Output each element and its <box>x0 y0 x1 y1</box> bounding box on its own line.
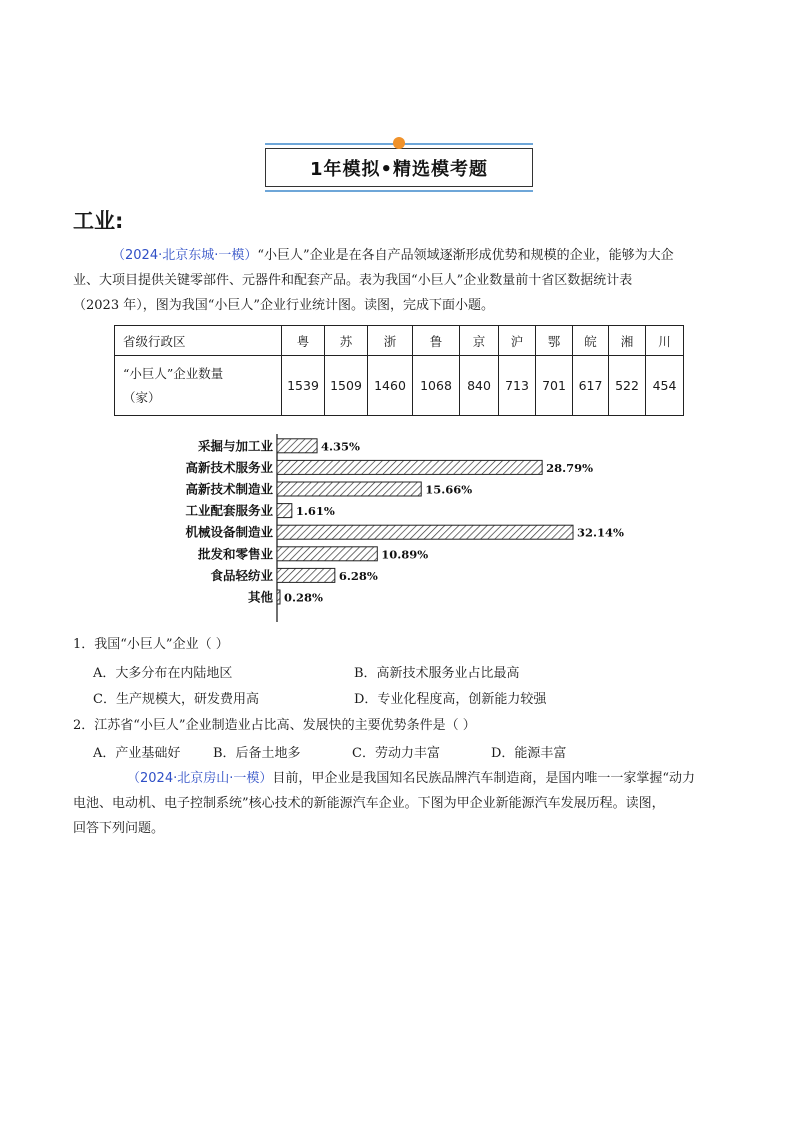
section-title: 工业: <box>73 209 124 233</box>
table-row-label-1: “小巨人”企业数量 <box>123 365 224 381</box>
table-province: 鄂 <box>536 326 573 356</box>
chart-value-label: 6.28% <box>338 568 378 583</box>
chart-value-label: 4.35% <box>321 439 360 454</box>
table-count: 522 <box>609 356 646 416</box>
intro-1-line-1 <box>73 243 728 268</box>
intro-2-line-2: 电池、电动机、电子控制系统”核心技术的新能源汽车企业。下图为甲企业新能源汽车发展历程。读图， <box>73 796 665 811</box>
q2-option-a[interactable]: A．产业基础好 <box>93 746 181 761</box>
table-count: 617 <box>573 356 609 416</box>
q2-option-b[interactable]: B．后备土地多 <box>213 746 301 761</box>
chart-category-label: 批发和零售业 <box>197 546 273 562</box>
table-province: 湘 <box>609 326 646 356</box>
chart-category-label: 高新技术制造业 <box>185 481 273 497</box>
industry-bar-chart <box>170 432 650 624</box>
intro-paragraph-1 <box>73 243 728 318</box>
question-1-stem: 1．我国“小巨人”企业（ ） <box>73 637 229 652</box>
table-province: 浙 <box>368 326 413 356</box>
province-count-table <box>114 325 684 416</box>
q1-option-d[interactable]: D．专业化程度高，创新能力较强 <box>354 692 547 707</box>
chart-category-label: 采掘与加工业 <box>197 438 273 454</box>
intro-paragraph-2 <box>73 766 728 841</box>
table-count: 1509 <box>325 356 368 416</box>
table-count: 840 <box>460 356 499 416</box>
banner-title: 1年模拟•精选模考题 <box>309 158 489 180</box>
chart-bar <box>277 504 292 518</box>
table-count: 1460 <box>368 356 413 416</box>
table-province: 川 <box>646 326 684 356</box>
chart-bar <box>277 525 573 539</box>
table-header-label: 省级行政区 <box>115 326 282 356</box>
q1-option-c[interactable]: C．生产规模大，研发费用高 <box>93 692 259 707</box>
chart-value-label: 32.14% <box>577 525 624 540</box>
chart-value-label: 15.66% <box>425 482 473 497</box>
chart-value-label: 28.79% <box>546 460 594 475</box>
chart-value-label: 10.89% <box>381 547 429 562</box>
table-province: 皖 <box>573 326 609 356</box>
table-province: 沪 <box>499 326 536 356</box>
intro-1-line-2: 业、大项目提供关键零部件、元器件和配套产品。表为我国“小巨人”企业数量前十省区数据统计表 <box>73 273 633 288</box>
chart-bar <box>277 568 335 582</box>
q2-option-d[interactable]: D．能源丰富 <box>491 746 567 761</box>
table-row-label <box>115 356 282 416</box>
table-province: 京 <box>460 326 499 356</box>
chart-category-label: 其他 <box>247 589 273 605</box>
chart-bar <box>277 547 377 561</box>
chart-value-label: 1.61% <box>295 504 335 519</box>
table-header-row <box>115 326 684 356</box>
banner-bottom-rule <box>265 190 533 192</box>
table-count: 713 <box>499 356 536 416</box>
chart-category-label: 机械设备制造业 <box>185 524 273 540</box>
table-province: 苏 <box>325 326 368 356</box>
table-count-row <box>115 356 684 416</box>
table-province: 粤 <box>282 326 325 356</box>
table-province: 鲁 <box>413 326 460 356</box>
source-citation-1: （2024·北京东城·一模） <box>112 248 258 263</box>
chart-category-label: 高新技术服务业 <box>185 459 273 475</box>
q2-option-c[interactable]: C．劳动力丰富 <box>352 746 440 761</box>
title-banner <box>265 143 533 192</box>
chart-category-label: 工业配套服务业 <box>185 503 273 519</box>
intro-2-line-1 <box>73 766 728 791</box>
chart-bar <box>277 460 542 474</box>
question-2-stem: 2．江苏省“小巨人”企业制造业占比高、发展快的主要优势条件是（ ） <box>73 718 476 733</box>
table-count: 1539 <box>282 356 325 416</box>
intro-1-text-1: “小巨人”企业是在各自产品领域逐渐形成优势和规模的企业，能够为大企 <box>257 248 674 263</box>
chart-value-label: 0.28% <box>284 590 323 605</box>
table-count: 701 <box>536 356 573 416</box>
chart-bar <box>277 590 280 604</box>
chart-category-label: 食品轻纺业 <box>210 567 273 583</box>
q1-option-b[interactable]: B．高新技术服务业占比最高 <box>354 666 520 681</box>
chart-bar <box>277 482 421 496</box>
intro-2-text-1: 目前，甲企业是我国知名民族品牌汽车制造商，是国内唯一一家掌握“动力 <box>272 771 696 786</box>
intro-2-line-3: 回答下列问题。 <box>73 821 165 836</box>
q1-option-a[interactable]: A．大多分布在内陆地区 <box>93 666 233 681</box>
table-row-label-2: （家） <box>123 389 161 405</box>
table-count: 454 <box>646 356 684 416</box>
intro-1-line-3: （2023 年），图为我国“小巨人”企业行业统计图。读图，完成下面小题。 <box>73 298 495 313</box>
source-citation-2: （2024·北京房山·一模） <box>127 771 273 786</box>
banner-dot-icon <box>393 137 405 149</box>
table-count: 1068 <box>413 356 460 416</box>
banner-box <box>265 148 533 187</box>
chart-bar <box>277 439 317 453</box>
